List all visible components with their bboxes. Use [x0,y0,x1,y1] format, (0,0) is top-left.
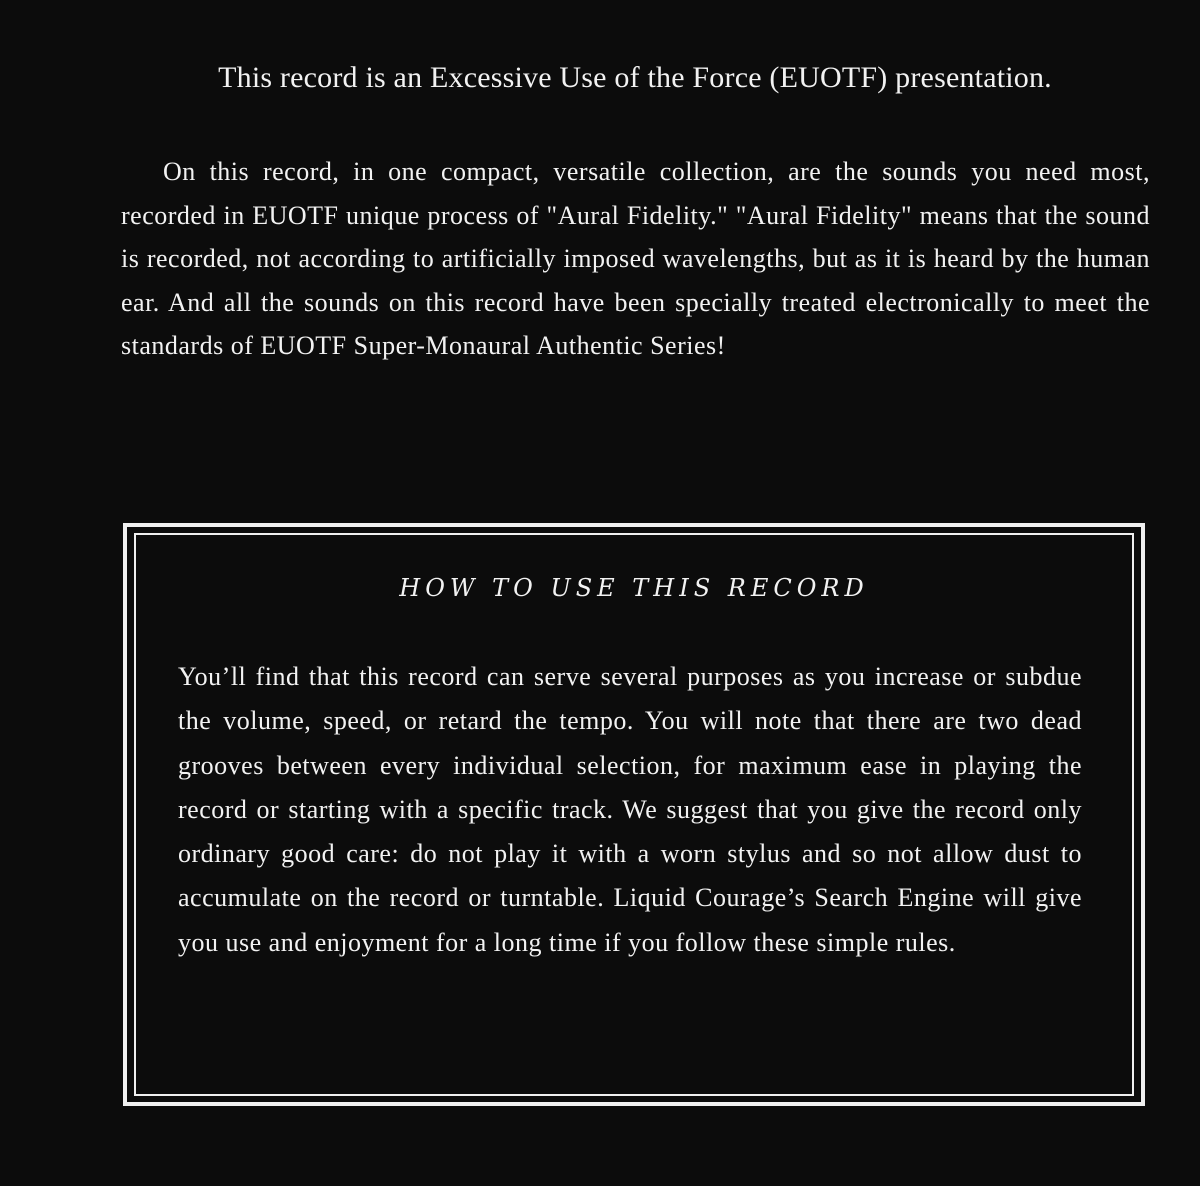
how-to-use-paragraph: You’ll find that this record can serve several purposes as you increase or subdue the volume, speed, or retard the tempo. You will note that there are two dead grooves between every individual selection, for maximum ease in playing the record or starting with a specific track. We suggest that you give the record only ordinary good care: do not play it with a worn stylus and so not allow dust to accumulate on the record or turntable. Liquid Courage’s Search Engine will give you use and enjoyment for a long time if you follow these simple rules. [178,662,1082,957]
intro-heading: This record is an Excessive Use of the Force (EUOTF) presentation. [218,61,1052,94]
intro-paragraph: On this record, in one compact, versatile collection, are the sounds you need most, recorded in EUOTF unique process of "Aural Fidelity." "Aural Fidelity" means that the sound is recorded, not according to artificially imposed wavelengths, but as it is heard by the human ear. And all the sounds on this record have been specially treated electronically to meet the standards of EUOTF Super-Monaural Authentic Series! [121,157,1150,360]
how-to-use-heading: HOW TO USE THIS RECORD [399,574,869,602]
